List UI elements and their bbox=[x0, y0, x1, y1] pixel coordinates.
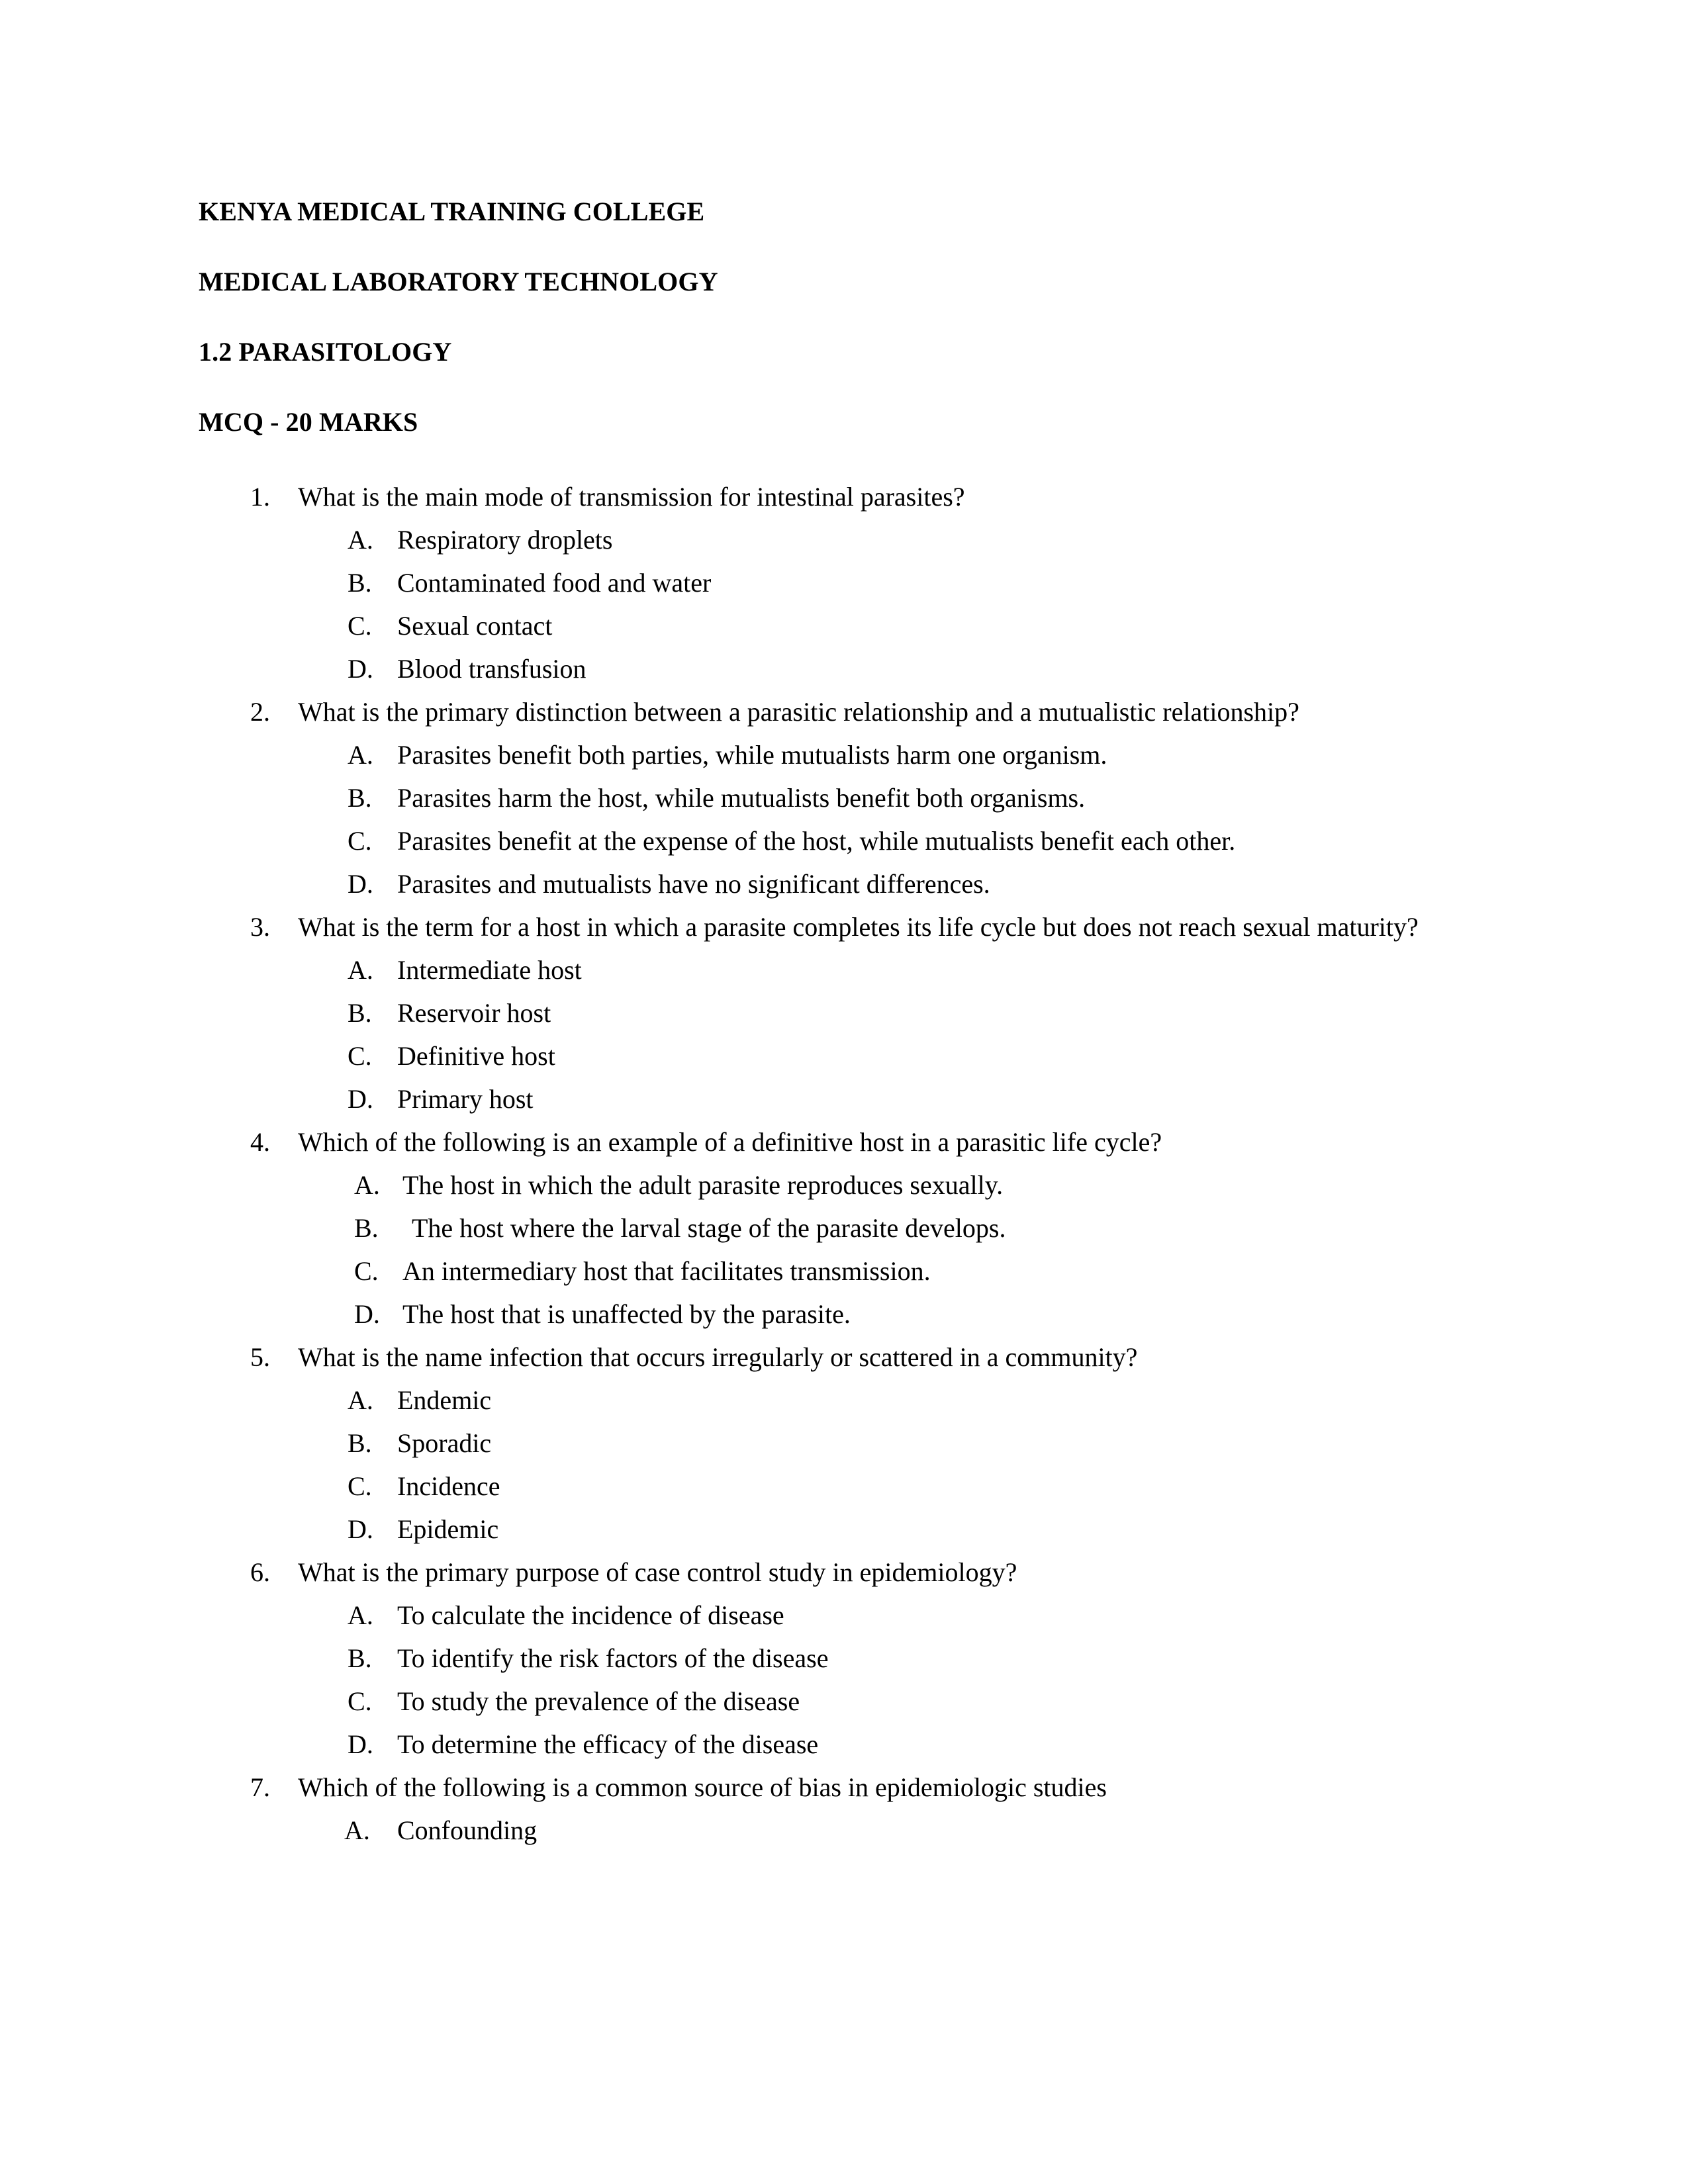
question-item bbox=[199, 1766, 1476, 1852]
option-text: Parasites benefit both parties, while mutualists harm one organism. bbox=[397, 740, 1107, 770]
option-letter: D. bbox=[348, 654, 373, 684]
option-item[interactable] bbox=[298, 1250, 1476, 1293]
option-letter: B. bbox=[354, 1213, 379, 1243]
question-number: 3. bbox=[250, 912, 270, 942]
option-item[interactable] bbox=[298, 1293, 1476, 1336]
option-letter: B. bbox=[348, 998, 372, 1028]
option-text: The host where the larval stage of the parasite develops. bbox=[412, 1213, 1006, 1243]
option-text: Sporadic bbox=[397, 1428, 492, 1458]
document-header-block bbox=[199, 199, 1476, 435]
option-text: Parasites harm the host, while mutualists benefit both organisms. bbox=[397, 783, 1086, 813]
option-text: Confounding bbox=[397, 1815, 538, 1845]
question-number: 1. bbox=[250, 482, 270, 512]
option-letter: A. bbox=[348, 525, 373, 555]
option-text: Blood transfusion bbox=[397, 654, 586, 684]
question-list bbox=[199, 475, 1476, 1852]
option-text: To identify the risk factors of the disease bbox=[397, 1643, 829, 1673]
option-text: An intermediary host that facilitates transmission. bbox=[402, 1256, 931, 1286]
option-letter: D. bbox=[354, 1299, 380, 1329]
option-item[interactable] bbox=[298, 1594, 1476, 1637]
institution-title: KENYA MEDICAL TRAINING COLLEGE bbox=[199, 197, 705, 226]
option-text: To determine the efficacy of the disease bbox=[397, 1729, 819, 1759]
option-letter: A. bbox=[348, 955, 373, 985]
option-item[interactable] bbox=[298, 647, 1476, 690]
question-number: 6. bbox=[250, 1557, 270, 1587]
option-letter: A. bbox=[348, 1600, 373, 1630]
option-letter: C. bbox=[348, 1041, 372, 1071]
option-item[interactable] bbox=[298, 1034, 1476, 1077]
unit-title: 1.2 PARASITOLOGY bbox=[199, 337, 452, 367]
option-text: Reservoir host bbox=[397, 998, 551, 1028]
question-item bbox=[199, 1336, 1476, 1551]
option-item[interactable] bbox=[298, 733, 1476, 776]
question-number: 7. bbox=[250, 1772, 270, 1802]
option-item[interactable] bbox=[298, 518, 1476, 561]
option-text: The host that is unaffected by the parasite. bbox=[402, 1299, 851, 1329]
option-letter: A. bbox=[348, 1385, 373, 1415]
option-item[interactable] bbox=[298, 1809, 1476, 1852]
option-list bbox=[298, 1379, 1476, 1551]
option-letter: C. bbox=[354, 1256, 379, 1286]
option-letter: C. bbox=[348, 1686, 372, 1716]
option-letter: D. bbox=[348, 1729, 373, 1759]
option-list bbox=[298, 733, 1476, 905]
option-list bbox=[298, 1163, 1476, 1336]
option-item[interactable] bbox=[298, 1637, 1476, 1680]
option-item[interactable] bbox=[298, 604, 1476, 647]
option-item[interactable] bbox=[298, 948, 1476, 991]
option-list bbox=[298, 1594, 1476, 1766]
option-letter: C. bbox=[348, 611, 372, 641]
option-list bbox=[298, 518, 1476, 690]
question-item bbox=[199, 475, 1476, 690]
option-text: Sexual contact bbox=[397, 611, 553, 641]
question-text: What is the primary distinction between a parasitic relationship and a mutualistic relationship? bbox=[298, 697, 1299, 727]
option-item[interactable] bbox=[298, 991, 1476, 1034]
option-text: To calculate the incidence of disease bbox=[397, 1600, 784, 1630]
option-letter: B. bbox=[348, 568, 372, 598]
question-number: 2. bbox=[250, 697, 270, 727]
option-item[interactable] bbox=[298, 1077, 1476, 1120]
option-text: Endemic bbox=[397, 1385, 492, 1415]
option-item[interactable] bbox=[298, 776, 1476, 819]
option-item[interactable] bbox=[298, 1680, 1476, 1723]
option-letter: B. bbox=[348, 1428, 372, 1458]
option-letter: B. bbox=[348, 1643, 372, 1673]
option-text: Respiratory droplets bbox=[397, 525, 613, 555]
question-item bbox=[199, 905, 1476, 1120]
question-item bbox=[199, 1120, 1476, 1336]
section-title: MCQ - 20 MARKS bbox=[199, 407, 418, 437]
question-text: What is the main mode of transmission for intestinal parasites? bbox=[298, 482, 965, 512]
option-item[interactable] bbox=[298, 1422, 1476, 1465]
option-letter: A. bbox=[344, 1815, 370, 1845]
question-item bbox=[199, 690, 1476, 905]
option-text: To study the prevalence of the disease bbox=[397, 1686, 800, 1716]
option-item[interactable] bbox=[298, 1206, 1476, 1250]
option-letter: D. bbox=[348, 1084, 373, 1114]
option-letter: C. bbox=[348, 826, 372, 856]
question-text: Which of the following is an example of a definitive host in a parasitic life cycle? bbox=[298, 1127, 1162, 1157]
option-item[interactable] bbox=[298, 1508, 1476, 1551]
option-item[interactable] bbox=[298, 1723, 1476, 1766]
question-number: 5. bbox=[250, 1342, 270, 1372]
programme-title: MEDICAL LABORATORY TECHNOLOGY bbox=[199, 267, 718, 296]
option-letter: A. bbox=[348, 740, 373, 770]
option-item[interactable] bbox=[298, 819, 1476, 862]
option-text: Epidemic bbox=[397, 1514, 499, 1544]
option-text: Primary host bbox=[397, 1084, 534, 1114]
option-letter: D. bbox=[348, 1514, 373, 1544]
option-list bbox=[298, 1809, 1476, 1852]
question-text: What is the name infection that occurs irregularly or scattered in a community? bbox=[298, 1342, 1138, 1372]
question-text: Which of the following is a common source of bias in epidemiologic studies bbox=[298, 1772, 1107, 1802]
option-letter: D. bbox=[348, 869, 373, 899]
option-text: Contaminated food and water bbox=[397, 568, 712, 598]
option-item[interactable] bbox=[298, 561, 1476, 604]
option-list bbox=[298, 948, 1476, 1120]
option-text: Intermediate host bbox=[397, 955, 582, 985]
option-text: Parasites and mutualists have no significant differences. bbox=[397, 869, 990, 899]
option-text: Incidence bbox=[397, 1471, 500, 1501]
question-number: 4. bbox=[250, 1127, 270, 1157]
option-item[interactable] bbox=[298, 1163, 1476, 1206]
question-text: What is the primary purpose of case control study in epidemiology? bbox=[298, 1557, 1017, 1587]
option-text: The host in which the adult parasite reproduces sexually. bbox=[402, 1170, 1004, 1200]
option-letter: A. bbox=[354, 1170, 380, 1200]
option-letter: B. bbox=[348, 783, 372, 813]
option-item[interactable] bbox=[298, 1465, 1476, 1508]
question-item bbox=[199, 1551, 1476, 1766]
question-text: What is the term for a host in which a parasite completes its life cycle but does not reach sexual maturity? bbox=[298, 912, 1419, 942]
option-letter: C. bbox=[348, 1471, 372, 1501]
option-text: Definitive host bbox=[397, 1041, 555, 1071]
option-item[interactable] bbox=[298, 862, 1476, 905]
option-item[interactable] bbox=[298, 1379, 1476, 1422]
option-text: Parasites benefit at the expense of the host, while mutualists benefit each other. bbox=[397, 826, 1236, 856]
